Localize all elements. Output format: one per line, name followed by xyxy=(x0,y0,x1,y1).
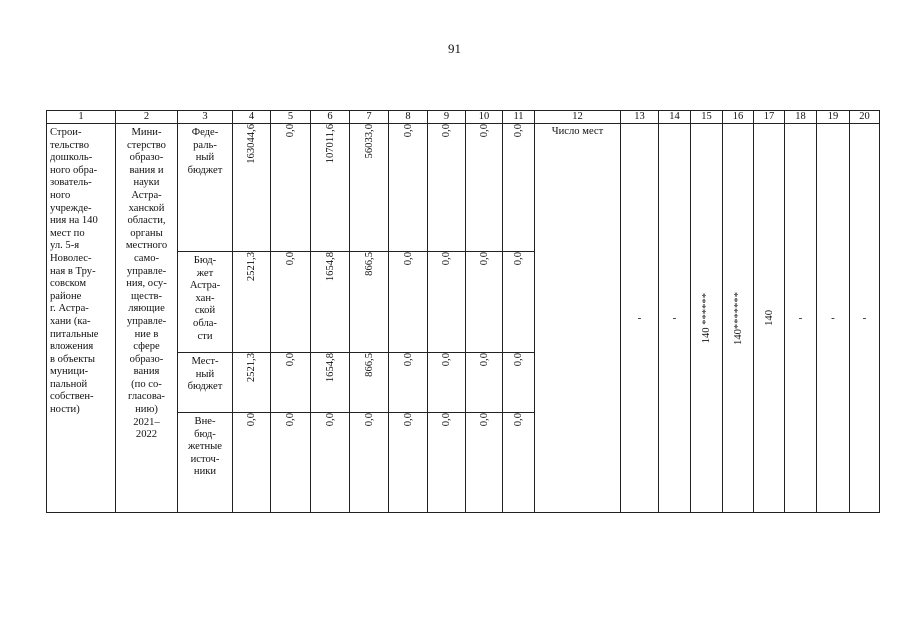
value-text: 0,0 xyxy=(285,124,296,138)
value-text: 140******* xyxy=(732,291,744,345)
col-header: 17 xyxy=(754,111,785,124)
value-cell xyxy=(271,124,311,252)
col-header: 15 xyxy=(691,111,723,124)
executor-cell xyxy=(116,124,178,513)
value-text: 0,0 xyxy=(402,252,414,266)
project-name-cell xyxy=(47,124,116,513)
value-cell xyxy=(723,124,754,513)
value-cell xyxy=(503,353,535,413)
page-number: 91 xyxy=(448,41,461,56)
value-text: 0,0 xyxy=(441,413,452,427)
value-cell xyxy=(428,124,466,252)
funding-source-cell xyxy=(178,124,233,252)
value-cell xyxy=(466,353,503,413)
value-text: 140 ****** xyxy=(701,292,712,344)
header-row xyxy=(47,111,880,124)
value-text: 163044,6 xyxy=(246,124,257,164)
value-text: 0,0 xyxy=(513,353,524,367)
value-cell xyxy=(350,252,389,353)
value-cell xyxy=(428,252,466,353)
value-text: - xyxy=(672,312,677,324)
col-header: 2 xyxy=(116,111,178,124)
value-text: 0,0 xyxy=(285,413,296,427)
value-cell xyxy=(466,124,503,252)
value-text: 1654,8 xyxy=(324,353,336,383)
value-text: 0,0 xyxy=(363,413,375,427)
value-cell xyxy=(503,413,535,513)
value-text: 0,0 xyxy=(441,252,452,266)
value-text: 0,0 xyxy=(478,124,490,138)
value-text: 0,0 xyxy=(285,252,296,266)
col-header: 20 xyxy=(850,111,880,124)
funding-source-label: Вне- бюд- жетные источ- ники xyxy=(187,416,222,478)
value-cell xyxy=(350,413,389,513)
value-cell xyxy=(659,124,691,513)
value-cell xyxy=(817,124,850,513)
col-header: 7 xyxy=(350,111,389,124)
funding-source-label: Мест- ный бюджет xyxy=(187,356,223,393)
value-text: 0,0 xyxy=(478,252,490,266)
value-cell xyxy=(311,252,350,353)
value-text: 1654,8 xyxy=(324,252,336,282)
value-cell xyxy=(271,413,311,513)
value-text: 866,5 xyxy=(363,353,375,377)
value-cell xyxy=(621,124,659,513)
value-text: 0,0 xyxy=(246,413,257,427)
value-text: - xyxy=(831,312,835,324)
value-text: 2521,3 xyxy=(246,353,257,383)
value-cell xyxy=(466,413,503,513)
indicator-label: Число мест xyxy=(551,126,604,137)
col-header: 11 xyxy=(503,111,535,124)
value-text: 0,0 xyxy=(478,353,490,367)
value-cell xyxy=(428,413,466,513)
value-text: 107011,6 xyxy=(324,124,336,164)
value-text: 0,0 xyxy=(441,353,452,367)
value-cell xyxy=(850,124,880,513)
value-text: 0,0 xyxy=(324,413,336,427)
value-cell xyxy=(311,413,350,513)
col-header: 16 xyxy=(723,111,754,124)
value-text: 0,0 xyxy=(402,124,414,138)
value-cell xyxy=(389,124,428,252)
funding-source-cell xyxy=(178,252,233,353)
col-header: 10 xyxy=(466,111,503,124)
col-header: 18 xyxy=(785,111,817,124)
value-cell xyxy=(503,252,535,353)
value-text: 0,0 xyxy=(513,252,524,266)
value-cell xyxy=(754,124,785,513)
funding-source-label: Феде- раль- ный бюджет xyxy=(187,127,223,176)
value-text: 0,0 xyxy=(513,124,524,138)
col-header: 1 xyxy=(47,111,116,124)
value-cell xyxy=(311,124,350,252)
col-header: 19 xyxy=(817,111,850,124)
value-text: 866,5 xyxy=(363,252,375,276)
value-cell xyxy=(466,252,503,353)
value-text: 0,0 xyxy=(478,413,490,427)
value-cell xyxy=(271,353,311,413)
executor-text: Мини- стерство образо- вания и науки Астра- ханской области, органы местного само- управле- ния, осу- ществ- ляющие управле- ние в сфере образо- вания (по со- гласова- нию) 2021– 2022 xyxy=(125,127,168,441)
value-cell xyxy=(233,353,271,413)
value-cell xyxy=(350,124,389,252)
value-text: - xyxy=(637,312,642,324)
value-text: 0,0 xyxy=(285,353,296,367)
col-header: 12 xyxy=(535,111,621,124)
funding-source-label: Бюд- жет Астра- хан- ской обла- сти xyxy=(189,255,221,342)
col-header: 9 xyxy=(428,111,466,124)
col-header: 5 xyxy=(271,111,311,124)
project-name-text: Строи- тельство дошколь- ного обра- зователь- ного учрежде- ния на 140 мест по ул. 5-я Новолес- ная в Тру- совском районе г. Астра- хани (ка- питальные вложения в объекты муници- пальной собствен- ности) xyxy=(50,127,99,416)
col-header: 6 xyxy=(311,111,350,124)
value-text: 0,0 xyxy=(402,413,414,427)
funding-source-cell xyxy=(178,413,233,513)
table-row xyxy=(47,124,880,252)
value-cell xyxy=(785,124,817,513)
value-cell xyxy=(691,124,723,513)
value-cell xyxy=(350,353,389,413)
col-header: 13 xyxy=(621,111,659,124)
value-text: 0,0 xyxy=(402,353,414,367)
value-text: 56033,0 xyxy=(363,124,375,159)
value-cell xyxy=(233,413,271,513)
value-cell xyxy=(503,124,535,252)
col-header: 3 xyxy=(178,111,233,124)
value-text: 2521,3 xyxy=(246,252,257,282)
value-text: 140 xyxy=(763,310,775,326)
value-cell xyxy=(271,252,311,353)
indicator-cell xyxy=(535,124,621,513)
col-header: 8 xyxy=(389,111,428,124)
funding-source-cell xyxy=(178,353,233,413)
budget-table xyxy=(46,110,880,513)
value-cell xyxy=(389,413,428,513)
value-cell xyxy=(428,353,466,413)
col-header: 14 xyxy=(659,111,691,124)
value-cell xyxy=(389,252,428,353)
value-text: - xyxy=(798,312,803,324)
value-text: 0,0 xyxy=(513,413,524,427)
value-text: 0,0 xyxy=(441,124,452,138)
value-cell xyxy=(233,124,271,252)
col-header: 4 xyxy=(233,111,271,124)
value-cell xyxy=(233,252,271,353)
value-cell xyxy=(311,353,350,413)
value-cell xyxy=(389,353,428,413)
value-text: - xyxy=(862,312,867,324)
